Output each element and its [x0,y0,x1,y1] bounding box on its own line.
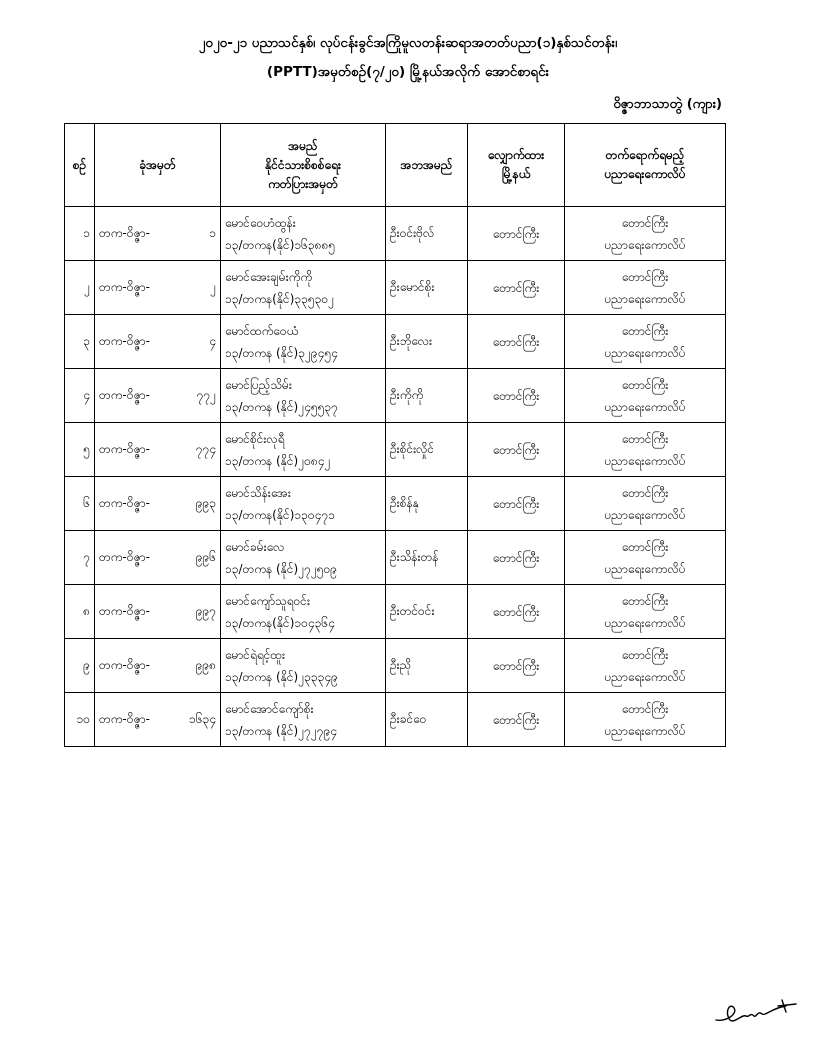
name-cell [221,477,386,531]
row-number: ၆ [65,477,95,531]
township: တောင်ကြီး [468,207,565,261]
roll-number-cell [95,639,221,693]
roll-number: ၉၉၃ [195,495,216,510]
township: တောင်ကြီး [468,315,565,369]
father-name: ဦးဝင်းဗိုလ် [386,207,468,261]
table-row [65,531,726,585]
college-label: ပညာရေးကောလိပ် [604,291,686,306]
roll-number-cell [95,207,221,261]
table-row [65,261,726,315]
college-cell [565,369,726,423]
document-title: ၂၀၂၀-၂၁ ပညာသင်နှစ်၊ လုပ်ငန်းခွင်အကြိုမူလတန်းဆရာအတတ်ပညာ(၁)နှစ်သင်တန်း၊ [198,35,618,51]
column-header-college-line2: ပညာရေးကောလိပ် [604,167,686,181]
father-name: ဦးစိန်နု [386,477,468,531]
student-name: မောင်ခမ်းလေ [225,539,285,554]
name-cell [221,261,386,315]
roll-number-cell [95,315,221,369]
roll-number: ၁ [209,225,216,240]
nrc-number: ၁၃/တကန (နိုင်)၂၄၅၅၃၇ [225,399,338,414]
college-cell [565,585,726,639]
student-name: မောင်ထက်ဝေယံ [225,323,299,338]
roll-number-cell [95,261,221,315]
column-header-no: စဉ် [65,124,95,207]
college-label: ပညာရေးကောလိပ် [604,345,686,360]
roll-prefix: တက-ဝိဇ္ဇာ- [99,495,150,510]
nrc-number: ၁၃/တကန (နိုင်)၂၇၂၅၀၉ [225,561,338,576]
name-cell [221,369,386,423]
roll-number-cell [95,423,221,477]
student-name: မောင်ပြည့်သိမ်း [225,377,292,392]
column-header-roll: ခုံအမှတ် [95,124,221,207]
roll-prefix: တက-ဝိဇ္ဇာ- [99,387,150,402]
roll-number: ၇၇၂ [196,387,216,402]
nrc-number: ၁၃/တကန (နိုင်)၃၂၉၄၅၄ [225,345,338,360]
roll-number-cell [95,585,221,639]
row-number: ၃ [65,315,95,369]
college-city: တောင်ကြီး [621,593,669,608]
roll-number-cell [95,693,221,747]
college-city: တောင်ကြီး [621,647,669,662]
student-name: မောင်ရဲရင့်ထူး [225,647,286,662]
table-row [65,315,726,369]
college-city: တောင်ကြီး [621,431,669,446]
nrc-number: ၁၃/တကန (နိုင်)၂၀၈၄၂ [225,453,331,468]
subject-label: ဝိဇ္ဇာဘာသာတွဲ (ကျား) [613,97,722,112]
father-name: ဦးဘိုလေး [386,315,468,369]
name-cell [221,531,386,585]
township: တောင်ကြီး [468,369,565,423]
college-city: တောင်ကြီး [621,377,669,392]
document-subtitle: (PPTT)အမှတ်စဉ်(၇/၂၀) မြို့နယ်အလိုက် အောင်စာရင်း [266,64,550,80]
roll-prefix: တက-ဝိဇ္ဇာ- [99,657,150,672]
father-name: ဦးညို [386,639,468,693]
college-city: တောင်ကြီး [621,485,669,500]
row-number: ၈ [65,585,95,639]
roll-number: ၁၆၃၄ [189,711,216,726]
college-cell [565,531,726,585]
college-label: ပညာရေးကောလိပ် [604,507,686,522]
roll-number: ၉၉၆ [195,549,216,564]
father-name: ဦးစိုင်းလှိုင် [386,423,468,477]
column-header-township-line2: မြို့နယ် [501,167,531,181]
name-cell [221,315,386,369]
name-cell [221,639,386,693]
nrc-number: ၁၃/တကန(နိုင်)၁၀၄၃၆၄ [225,615,335,630]
nrc-number: ၁၃/တကန(နိုင်)၃၃၅၃၀၂ [225,291,335,306]
college-cell [565,207,726,261]
table-row [65,207,726,261]
signature [712,992,798,1030]
father-name: ဦးသိန်းတန် [386,531,468,585]
father-name: ဦးတင်ဝင်း [386,585,468,639]
column-header-name [221,124,386,207]
roll-number: ၂ [210,279,216,294]
column-header-college [565,124,726,207]
township: တောင်ကြီး [468,477,565,531]
roll-number-cell [95,477,221,531]
college-cell [565,639,726,693]
student-name: မောင်ကျော်သူရဝင်း [225,593,310,608]
roll-number: ၉၉၇ [195,603,216,618]
roll-number-cell [95,369,221,423]
township: တောင်ကြီး [468,585,565,639]
row-number: ၁ [65,207,95,261]
college-label: ပညာရေးကောလိပ် [604,453,686,468]
college-city: တောင်ကြီး [621,539,669,554]
roll-prefix: တက-ဝိဇ္ဇာ- [99,279,150,294]
college-city: တောင်ကြီး [621,323,669,338]
name-cell [221,423,386,477]
student-name: မောင်အောင်ကျော်စိုး [225,701,314,716]
college-city: တောင်ကြီး [621,701,669,716]
table-header-row [65,124,726,207]
college-label: ပညာရေးကောလိပ် [604,399,686,414]
nrc-number: ၁၃/တကန(နိုင်)၁၆၃၈၈၅ [225,237,336,252]
roll-prefix: တက-ဝိဇ္ဇာ- [99,333,150,348]
name-cell [221,207,386,261]
table-row [65,423,726,477]
table-row [65,585,726,639]
roll-prefix: တက-ဝိဇ္ဇာ- [99,441,150,456]
row-number: ၁၀ [65,693,95,747]
college-cell [565,477,726,531]
student-name: မောင်ဝေဟံထွန်း [225,215,296,230]
nrc-number: ၁၃/တကန (နိုင်)၂၃၃၃၄၉ [225,669,338,684]
row-number: ၅ [65,423,95,477]
college-cell [565,261,726,315]
college-city: တောင်ကြီး [621,215,669,230]
college-label: ပညာရေးကောလိပ် [604,561,686,576]
father-name: ဦးခင်ဝေ [386,693,468,747]
college-city: တောင်ကြီး [621,269,669,284]
college-label: ပညာရေးကောလိပ် [604,615,686,630]
college-label: ပညာရေးကောလိပ် [604,723,686,738]
column-header-township-line1: လျှောက်ထား [487,148,545,162]
college-label: ပညာရေးကောလိပ် [604,669,686,684]
table-row [65,369,726,423]
table-row [65,477,726,531]
column-header-township [468,124,565,207]
roll-number: ၉၉၈ [195,657,216,672]
student-name: မောင်စိုင်းလုရီ [225,431,285,446]
results-table [64,123,726,747]
nrc-number: ၁၃/တကန (နိုင်)၂၇၂၇၉၄ [225,723,338,738]
row-number: ၄ [65,369,95,423]
father-name: ဦးမောင်စိုး [386,261,468,315]
township: တောင်ကြီး [468,261,565,315]
township: တောင်ကြီး [468,639,565,693]
roll-number: ၄ [209,333,216,348]
column-header-name-line2: နိုင်ငံသားစိစစ်ရေး [265,157,341,172]
column-header-father: အဘအမည် [386,124,468,207]
column-header-college-line1: တက်ရောက်ရမည့် [605,148,685,162]
roll-number: ၇၇၄ [195,441,216,456]
student-name: မောင်အေးချမ်းကိုကို [225,269,313,284]
row-number: ၇ [65,531,95,585]
table-row [65,639,726,693]
row-number: ၉ [65,639,95,693]
nrc-number: ၁၃/တကန(နိုင်)၁၃၀၄၇၁ [225,507,335,522]
township: တောင်ကြီး [468,531,565,585]
student-name: မောင်သိန်းအေး [225,485,291,500]
college-cell [565,315,726,369]
name-cell [221,693,386,747]
column-header-name-line3: ကတ်ပြားအမှတ် [268,176,338,191]
column-header-name-line1: အမည် [288,138,318,153]
table-row [65,693,726,747]
college-cell [565,693,726,747]
college-cell [565,423,726,477]
roll-prefix: တက-ဝိဇ္ဇာ- [99,225,150,240]
college-label: ပညာရေးကောလိပ် [604,237,686,252]
township: တောင်ကြီး [468,423,565,477]
township: တောင်ကြီး [468,693,565,747]
name-cell [221,585,386,639]
father-name: ဦးကိုကို [386,369,468,423]
roll-number-cell [95,531,221,585]
roll-prefix: တက-ဝိဇ္ဇာ- [99,603,150,618]
roll-prefix: တက-ဝိဇ္ဇာ- [99,549,150,564]
row-number: ၂ [65,261,95,315]
roll-prefix: တက-ဝိဇ္ဇာ- [99,711,150,726]
